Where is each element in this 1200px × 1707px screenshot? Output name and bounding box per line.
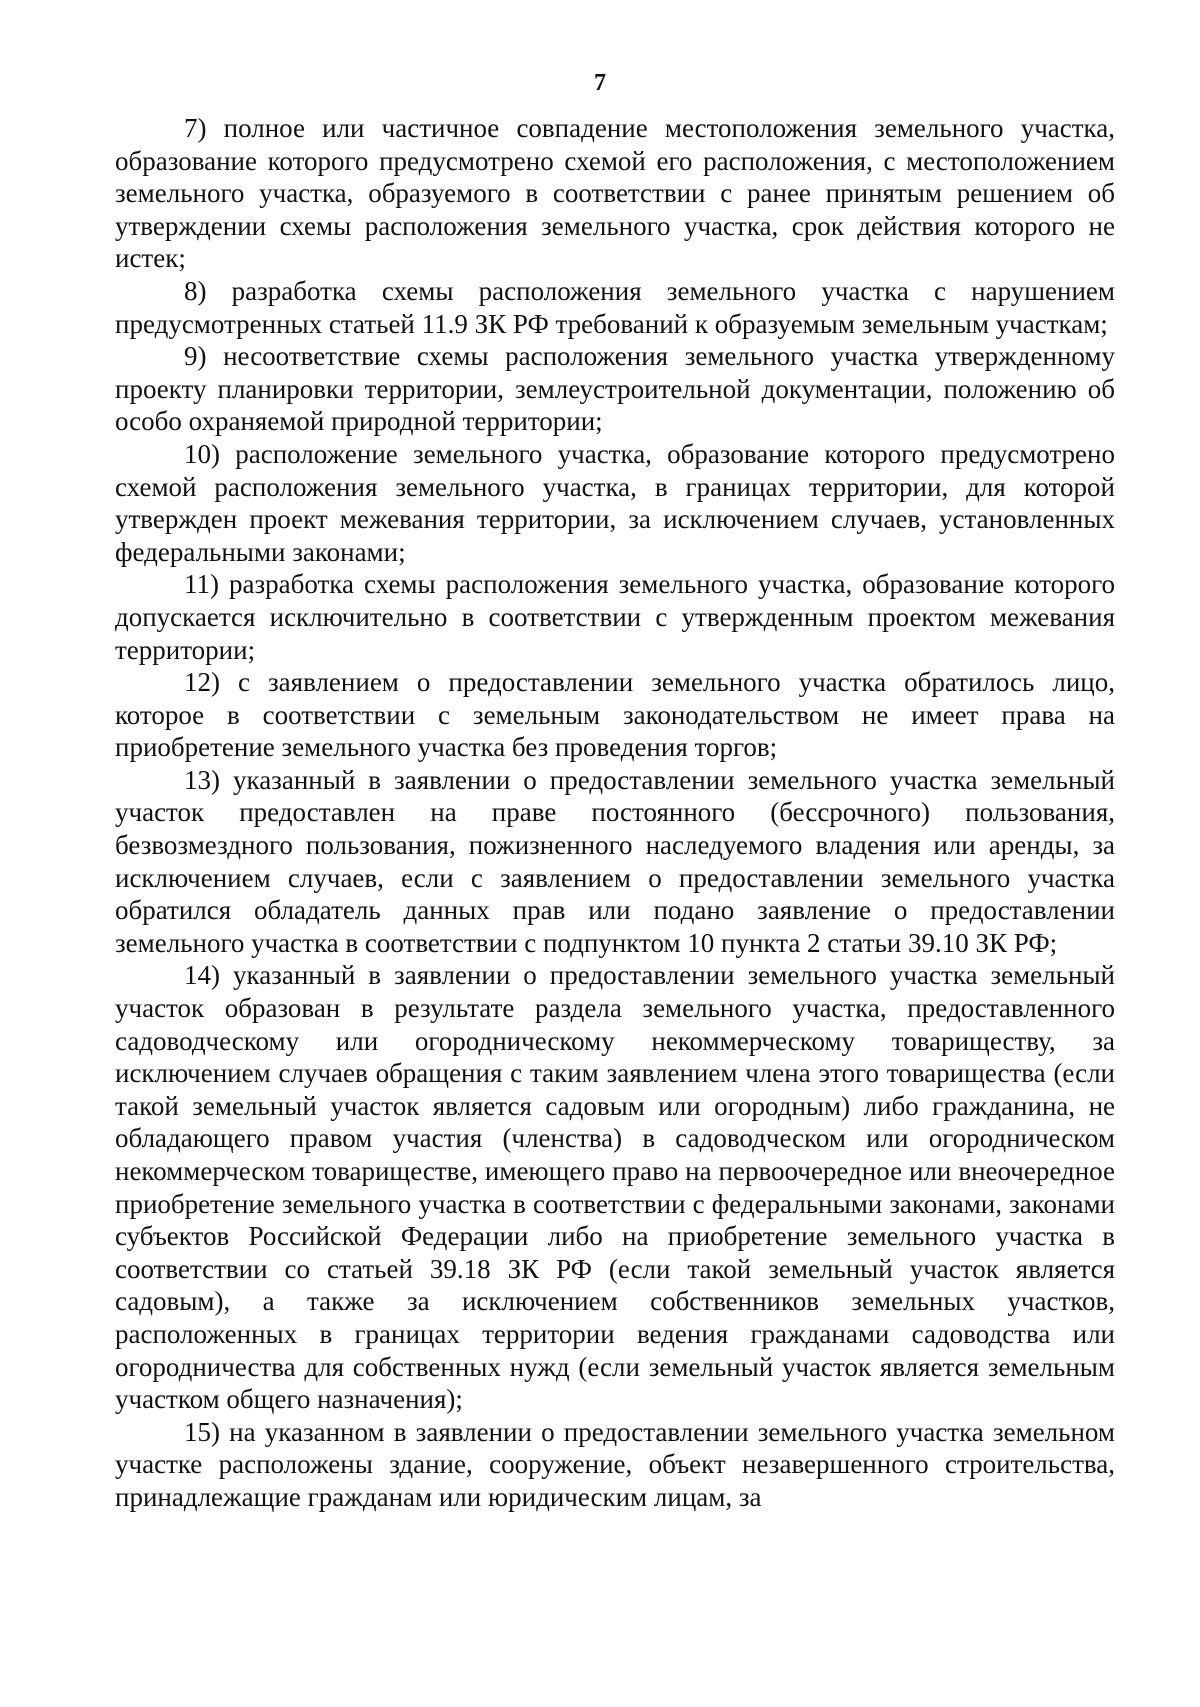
paragraph-item-15: 15) на указанном в заявлении о предоставлении земельного участка земельном участке расположены здание, сооружение, объект незавершенного строительства, принадлежащие гражданам или юридическим лицам, за <box>115 1416 1115 1512</box>
page-number: 7 <box>594 70 606 96</box>
paragraph-item-7: 7) полное или частичное совпадение местоположения земельного участка, образование которого предусмотрено схемой его расположения, с местоположением земельного участка, образуемого в соответствии с ранее принятым решением об утверждении схемы расположения земельного участка, срок действия которого не истек; <box>115 113 1115 274</box>
paragraph-item-13: 13) указанный в заявлении о предоставлении земельного участка земельный участок предоставлен на праве постоянного (бессрочного) пользования, безвозмездного пользования, пожизненного наследуемого владения или аренды, за исключением случаев, если с заявлением о предоставлении земельного участка обратился обладатель данных прав или подано заявление о предоставлении земельного участка в соответствии с подпунктом 10 пункта 2 статьи 39.10 ЗК РФ; <box>115 764 1115 958</box>
paragraph-item-14: 14) указанный в заявлении о предоставлении земельного участка земельный участок образован в результате раздела земельного участка, предоставленного садоводческому или огородническому некоммерческому товариществу, за исключением случаев обращения с таким заявлением члена этого товарищества (если такой земельный участок является садовым или огородным) либо гражданина, не обладающего правом участия (членства) в садоводческом или огородническом некоммерческом товариществе, имеющего право на первоочередное или внеочередное приобретение земельного участка в соответствии с федеральными законами, законами субъектов Российской Федерации либо на приобретение земельного участка в соответствии со статьей 39.18 ЗК РФ (если такой земельный участок является садовым), а также за исключением собственников земельных участков, расположенных в границах территории ведения гражданами садоводства или огородничества для собственных нужд (если земельный участок является земельным участком общего назначения); <box>115 960 1115 1415</box>
paragraph-item-9: 9) несоответствие схемы расположения земельного участка утвержденному проекту планировки территории, землеустроительной документации, положению об особо охраняемой природной территории; <box>115 341 1115 437</box>
paragraph-item-8: 8) разработка схемы расположения земельного участка с нарушением предусмотренных статьей 11.9 ЗК РФ требований к образуемым земельным участкам; <box>115 275 1115 339</box>
paragraph-item-11: 11) разработка схемы расположения земельного участка, образование которого допускается исключительно в соответствии с утвержденным проектом межевания территории; <box>115 569 1115 665</box>
paragraph-item-12: 12) с заявлением о предоставлении земельного участка обратилось лицо, которое в соответствии с земельным законодательством не имеет права на приобретение земельного участка без проведения торгов; <box>115 667 1115 763</box>
document-body <box>115 112 1115 1514</box>
paragraph-item-10: 10) расположение земельного участка, образование которого предусмотрено схемой расположения земельного участка, в границах территории, для которой утвержден проект межевания территории, за исключением случаев, установленных федеральными законами; <box>115 438 1115 567</box>
